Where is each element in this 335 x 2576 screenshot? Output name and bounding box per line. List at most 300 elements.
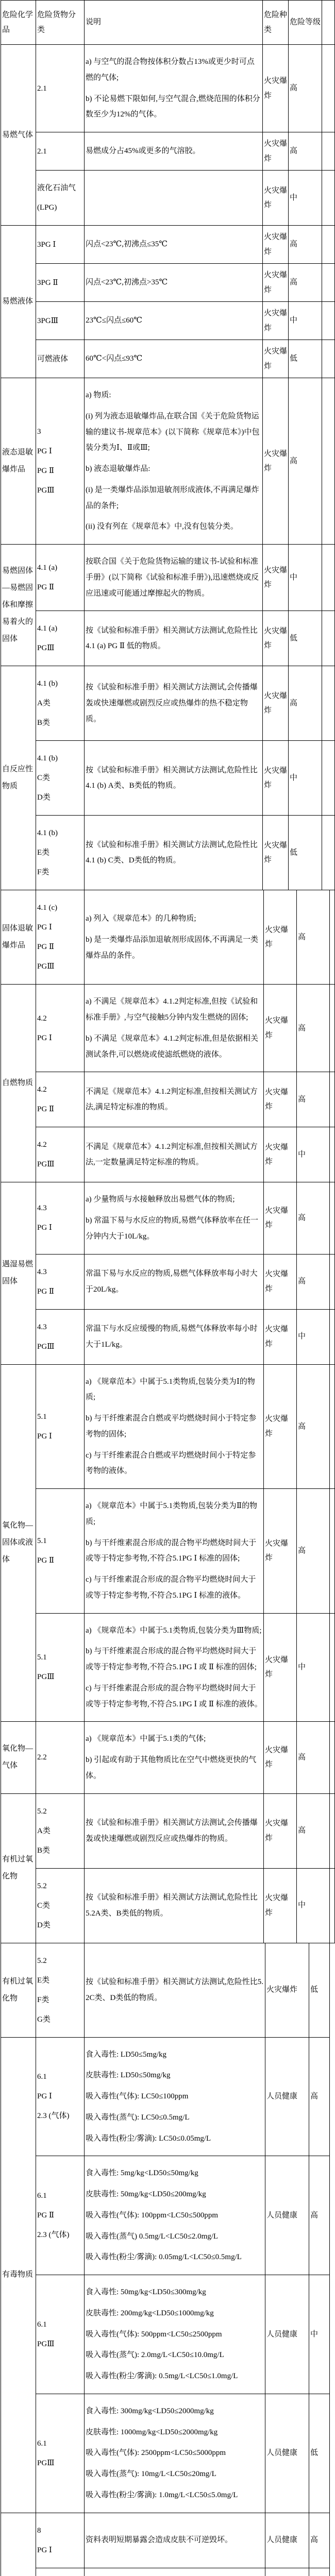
hazard-level-text: 高: [298, 1274, 328, 1289]
table-row: [1, 45, 335, 132]
hazard-type-text: 火灾爆炸: [265, 923, 295, 952]
classification-line: PG Ⅱ: [37, 465, 83, 477]
description-paragraph: 23℃≤闪点≤60℃: [86, 313, 261, 329]
cell-hazard-level: [309, 2275, 330, 2394]
cell-category: 易燃液体: [1, 226, 36, 378]
cell-classification: [36, 1364, 85, 1489]
description-paragraph: (i) 是一类爆炸品添加退敏剂形成液体,不再满足爆炸品的条件;: [86, 482, 261, 514]
description-paragraph: 按《试验和标准手册》相关测试方法测试,会传播爆轰或快速爆燃或剧烈反应或热爆炸的物质。: [86, 1815, 262, 1847]
cell-hazard-type: [264, 1489, 297, 1614]
cell-description: [85, 45, 263, 132]
cell-hazard-type: [263, 611, 289, 666]
hazard-level-text: 中: [290, 313, 321, 328]
cell-classification: [36, 2513, 85, 2568]
cell-description: [85, 1127, 264, 1182]
classification-line: PG Ⅰ: [37, 921, 83, 934]
classification-line: 液化石油气: [37, 182, 83, 194]
cell-classification: [36, 2037, 85, 2156]
classification-line: 4.2: [37, 1012, 83, 1025]
description-paragraph: 60℃<闪点≤93℃: [86, 351, 261, 367]
cell-classification: [36, 2275, 85, 2394]
description-paragraph: 皮肤毒性: 200mg/kg<LD50≤1000mg/kg: [86, 2306, 264, 2321]
table-row: [1, 741, 335, 816]
cell-hazard-level: [297, 890, 330, 985]
hazard-type-text: 火灾爆炸: [264, 838, 287, 868]
cell-classification: [36, 1072, 85, 1127]
hazard-type-text: 火灾爆炸: [265, 1013, 295, 1043]
hazard-type-text: 火灾爆炸: [265, 1412, 295, 1441]
cell-description: [85, 2275, 265, 2394]
cell-classification: [36, 132, 85, 171]
hazard-level-text: 低: [290, 845, 321, 860]
hazard-level-text: 高: [290, 275, 321, 290]
table-row: [1, 985, 335, 1072]
classification-line: PG Ⅰ: [37, 1032, 83, 1044]
header-description: 说明: [85, 1, 263, 45]
classification-line: 可燃液体: [37, 353, 83, 365]
cell-hazard-type: [263, 340, 289, 378]
hazard-level-text: 高: [290, 696, 321, 711]
cell-description: [85, 171, 263, 226]
description-paragraph: b) 与干纤维素混合形成的混合物平均燃烧时间大于或等于特定参考物,不符合5.1PG Ⅰ 标准的固体;: [86, 1535, 262, 1567]
table-row: [1, 611, 335, 666]
empty-cell: [322, 545, 335, 611]
cell-classification: [36, 378, 85, 545]
table-row: [1, 302, 335, 340]
cell-category: 固体退敏爆炸品: [1, 890, 36, 985]
hazard-level-text: 高: [298, 1092, 328, 1107]
cell-category: 自反应性物质: [1, 666, 36, 890]
hazard-level-text: 高: [298, 1750, 328, 1765]
description-paragraph: 按《试验和标准手册》相关测试方法测试,危险性比5.2C类、D类低的物质。: [86, 1974, 264, 2006]
hazard-type-text: 火灾爆炸: [264, 344, 287, 374]
hazard-type-text: 火灾爆炸: [264, 624, 287, 653]
cell-hazard-type: [263, 816, 289, 890]
classification-line: PGⅢ: [37, 484, 83, 497]
cell-category: 易燃固体—易燃固体和摩擦易着火的固体: [1, 545, 36, 666]
hazard-level-text: 高: [298, 1823, 328, 1838]
classification-line: 5.1: [37, 1535, 83, 1547]
hazard-level-text: 高: [298, 1419, 328, 1434]
cell-hazard-type: [264, 1309, 297, 1364]
cell-description: [85, 611, 263, 666]
classification-line: PGⅢ: [37, 2338, 83, 2350]
empty-cell: [322, 171, 335, 226]
cell-category: 液态退敏爆炸品: [1, 378, 36, 545]
cell-hazard-type: [263, 666, 289, 741]
classification-line: A类: [37, 1825, 83, 1837]
cell-hazard-type: [264, 1254, 297, 1309]
hazard-level-text: 中: [298, 1147, 328, 1162]
empty-cell: [330, 890, 335, 985]
table-row: [1, 666, 335, 741]
empty-cell: [330, 985, 335, 1072]
cell-hazard-type: [265, 2156, 309, 2275]
classification-line: PGⅢ: [37, 1671, 83, 1683]
description-paragraph: (i) 列为液态退敏爆炸品,在联合国《关于危险货物运输的建议书-规章范本》(以下简称《规章范本》)中包装分类为Ⅰ、Ⅱ或Ⅲ;: [86, 409, 261, 456]
classification-line: 3PG Ⅱ: [37, 277, 83, 289]
table-row: [1, 816, 335, 890]
description-paragraph: 吸入毒性(蒸气): LC50≤0.5mg/L: [86, 2110, 264, 2126]
cell-description: [85, 1182, 264, 1254]
classification-line: 4.1 (a): [37, 622, 83, 635]
cell-hazard-level: [289, 378, 322, 545]
description-paragraph: 皮肤毒性: 50mg/kg<LD50≤200mg/kg: [86, 2187, 264, 2202]
empty-cell: [322, 264, 335, 302]
cell-classification: [36, 1309, 85, 1364]
table-row: [1, 1943, 330, 2037]
classification-line: PGⅢ: [37, 960, 83, 973]
classification-line: C类: [37, 1900, 83, 1912]
table-row: [1, 1868, 335, 1943]
table-row: [1, 1182, 335, 1254]
classification-line: C类: [37, 772, 83, 784]
hazard-type-text: 火灾爆炸: [265, 1743, 295, 1772]
cell-classification: [36, 171, 85, 226]
cell-description: [85, 2156, 265, 2275]
hazard-level-text: 高: [290, 454, 321, 469]
description-paragraph: 食入毒性: 5mg/kg<LD50≤50mg/kg: [86, 2165, 264, 2181]
cell-hazard-type: [265, 2568, 309, 2576]
description-paragraph: 吸入毒性(粉尘/雾滴): 0.5mg/L<LC50≤1.0mg/L: [86, 2368, 264, 2384]
classification-line: 4.3: [37, 1321, 83, 1333]
classification-line: F类: [37, 866, 83, 878]
cell-hazard-level: [289, 545, 322, 611]
description-paragraph: b) 引起或有助于其他物质比在空气中燃烧更快的气体。: [86, 1752, 262, 1784]
classification-line: 4.1 (c): [37, 902, 83, 914]
table-header: [1, 1, 335, 45]
classification-line: 5.2: [37, 1805, 83, 1818]
hazard-type-text: 火灾爆炸: [265, 1536, 295, 1566]
empty-cell: [330, 1127, 335, 1182]
classification-line: PG Ⅱ: [37, 1103, 83, 1115]
hazard-level-text: 高: [310, 2089, 328, 2104]
table-row: [1, 2568, 330, 2576]
cell-hazard-level: [297, 1489, 330, 1614]
description-paragraph: 吸入毒性(粉尘/雾滴): 1.0mg/L<LC50≤5.0mg/L: [86, 2487, 264, 2503]
cell-description: [85, 226, 263, 264]
classification-line: 4.3: [37, 1266, 83, 1278]
cell-hazard-level: [297, 1254, 330, 1309]
table-row: [1, 378, 335, 545]
cell-classification: [36, 666, 85, 741]
empty-cell: [322, 378, 335, 545]
cell-hazard-type: [263, 264, 289, 302]
header-hazard-type: 危险种类: [263, 1, 289, 45]
description-paragraph: c) 与干纤维素混合自燃或平均燃烧时间小于特定参考物的液体。: [86, 1448, 262, 1480]
classification-line: PGⅢ: [37, 642, 83, 654]
cell-description: [85, 666, 263, 741]
cell-category: [1, 2513, 36, 2576]
cell-hazard-level: [297, 1182, 330, 1254]
cell-hazard-level: [297, 1127, 330, 1182]
classification-line: 5.1: [37, 1411, 83, 1423]
cell-classification: [36, 890, 85, 985]
hazard-type-text: 人员健康: [266, 2208, 308, 2223]
hazard-type-text: 火灾爆炸: [265, 1267, 295, 1296]
description-paragraph: b) 常温下易与水反应的物质,易燃气体释放率在任一分钟内大于10L/kg。: [86, 1213, 262, 1245]
cell-description: [85, 2513, 265, 2568]
classification-line: 4.3: [37, 1202, 83, 1214]
cell-hazard-type: [265, 2037, 309, 2156]
cell-hazard-type: [264, 890, 297, 985]
classification-line: D类: [37, 1919, 83, 1931]
cell-hazard-type: [265, 1943, 309, 2037]
hazard-level-text: 高: [298, 930, 328, 945]
cell-description: [85, 741, 263, 816]
cell-description: [85, 2394, 265, 2513]
classification-line: 4.2: [37, 1139, 83, 1151]
cell-description: [85, 890, 264, 985]
hazard-table-section-c: [1, 1943, 330, 2576]
table-row: [1, 1793, 335, 1868]
empty-cell: [322, 816, 335, 890]
classification-line: PG Ⅰ: [37, 2090, 83, 2103]
cell-hazard-level: [289, 302, 322, 340]
description-paragraph: 吸入毒性(粉尘/雾滴): LC50≤0.05mg/L: [86, 2131, 264, 2147]
cell-classification: [36, 611, 85, 666]
hazard-level-text: 中: [298, 1660, 328, 1675]
hazard-type-text: 火灾爆炸: [264, 689, 287, 718]
classification-line: 4.1 (a): [37, 562, 83, 574]
cell-description: [85, 340, 263, 378]
cell-description: [85, 302, 263, 340]
hazard-level-text: 低: [310, 2446, 328, 2461]
hazard-level-text: 高: [298, 1544, 328, 1558]
cell-hazard-type: [264, 1364, 297, 1489]
description-paragraph: c) 与干纤维素混合形成的混合物平均燃烧时间大于或等于特定参考物,不符合5.1PG Ⅰ 或 Ⅱ 标准的液体。: [86, 1681, 262, 1713]
empty-cell: [322, 340, 335, 378]
cell-category: 易燃气体: [1, 45, 36, 226]
table-row: [1, 171, 335, 226]
cell-classification: [36, 1722, 85, 1793]
cell-hazard-level: [309, 2568, 330, 2576]
classification-line: PGⅢ: [37, 1158, 83, 1171]
cell-description: [85, 1613, 264, 1722]
table-row: [1, 1309, 335, 1364]
classification-line: 5.1: [37, 1651, 83, 1664]
classification-line: PG Ⅰ: [37, 1222, 83, 1234]
cell-classification: [36, 1613, 85, 1722]
hazard-type-text: 火灾爆炸: [264, 764, 287, 793]
cell-hazard-level: [297, 1364, 330, 1489]
cell-hazard-level: [309, 2513, 330, 2568]
cell-hazard-level: [297, 1072, 330, 1127]
classification-line: PG Ⅱ: [37, 941, 83, 953]
hazard-level-text: 中: [290, 191, 321, 206]
description-paragraph: 吸入毒性(气体): 500ppm<LC50≤2500ppm: [86, 2327, 264, 2343]
cell-classification: [36, 985, 85, 1072]
table-row: [1, 1722, 335, 1793]
table-row: [1, 1127, 335, 1182]
cell-hazard-type: [263, 132, 289, 171]
hazard-level-text: 低: [290, 631, 321, 646]
table-row: [1, 1254, 335, 1309]
cell-hazard-level: [289, 816, 322, 890]
description-paragraph: a) 少量物质与水接触释放出易燃气体的物质;: [86, 1192, 262, 1208]
classification-line: 8: [37, 2524, 83, 2537]
cell-hazard-level: [297, 1868, 330, 1943]
hazard-type-text: 人员健康: [266, 2089, 308, 2104]
hazard-type-text: 火灾爆炸: [265, 1653, 295, 1682]
description-paragraph: 闪点<23℃,初沸点>35℃: [86, 275, 261, 291]
table-row: [1, 226, 335, 264]
description-paragraph: 按《试验和标准手册》相关测试方法测试,危险性比4.1 (b) C类、D类低的物质。: [86, 837, 261, 869]
cell-description: [85, 2037, 265, 2156]
description-paragraph: 吸入毒性(气体): 100ppm<LC50≤500ppm: [86, 2208, 264, 2224]
classification-line: D类: [37, 791, 83, 804]
empty-cell: [330, 1364, 335, 1489]
description-paragraph: a) 《规章范本》中属于5.1类物质,包装分类为Ⅱ的物质;: [86, 1498, 262, 1530]
cell-hazard-level: [297, 1793, 330, 1868]
cell-category: 有毒物质: [1, 2037, 36, 2513]
description-paragraph: b) 与干纤维素混合形成的混合物平均燃烧时间大于或等于特定参考物,不符合5.1PG Ⅰ 或 Ⅱ 标准的固体;: [86, 1643, 262, 1675]
hazard-level-text: 高: [290, 144, 321, 159]
cell-classification: [36, 545, 85, 611]
classification-line: 5.2: [37, 1880, 83, 1892]
hazard-type-text: 火灾爆炸: [264, 137, 287, 166]
cell-description: [85, 1793, 264, 1868]
cell-category: 氧化物—气体: [1, 1722, 36, 1793]
cell-description: [85, 1309, 264, 1364]
cell-hazard-level: [309, 1943, 330, 2037]
hazard-level-text: 中: [298, 1329, 328, 1344]
cell-description: [85, 1868, 264, 1943]
cell-category: 自燃物质: [1, 985, 36, 1182]
classification-line: G类: [37, 2013, 83, 2026]
cell-hazard-level: [289, 741, 322, 816]
hazard-type-text: 火灾爆炸: [266, 1982, 308, 1997]
cell-hazard-type: [263, 171, 289, 226]
description-paragraph: b) 不论易燃下限如何,与空气混合,燃烧范围的体积分数至少为12%的气体。: [86, 91, 261, 123]
cell-description: [85, 264, 263, 302]
empty-cell: [330, 1072, 335, 1127]
description-paragraph: 吸入毒性(气体): 2500ppm<LC50≤5000ppm: [86, 2445, 264, 2461]
cell-hazard-type: [264, 1072, 297, 1127]
empty-cell: [330, 1793, 335, 1868]
header-empty-cell: [322, 1, 335, 45]
classification-line: PGⅢ: [37, 1341, 83, 1353]
cell-description: [85, 816, 263, 890]
cell-description: [85, 1072, 264, 1127]
classification-line: B类: [37, 1844, 83, 1857]
description-paragraph: 按《试验和标准手册》相关测试方法测试,危险性比4.1 (b) A类、B类低的物质。: [86, 762, 261, 794]
classification-line: 6.1: [37, 2190, 83, 2202]
hazard-level-text: 高: [298, 1021, 328, 1036]
hazard-table-section-b: [1, 890, 335, 1943]
classification-line: 2.1: [37, 82, 83, 95]
cell-hazard-type: [265, 2513, 309, 2568]
cell-hazard-level: [289, 264, 322, 302]
empty-cell: [322, 611, 335, 666]
classification-line: 6.1: [37, 2437, 83, 2450]
cell-classification: [36, 2156, 85, 2275]
cell-classification: [36, 302, 85, 340]
table-row: [1, 2394, 330, 2513]
description-paragraph: (ii) 没有列在《规章范本》中,没有包装分类。: [86, 519, 261, 535]
cell-hazard-type: [264, 1127, 297, 1182]
header-product: 危险化学品: [1, 1, 36, 45]
cell-classification: [36, 340, 85, 378]
classification-line: 3: [37, 426, 83, 438]
cell-hazard-type: [263, 302, 289, 340]
classification-line: 6.1: [37, 2071, 83, 2083]
cell-hazard-type: [264, 1868, 297, 1943]
cell-hazard-type: [265, 2275, 309, 2394]
table-row: [1, 2275, 330, 2394]
hazard-type-text: 火灾爆炸: [264, 74, 287, 103]
empty-cell: [330, 1489, 335, 1614]
cell-classification: [36, 1127, 85, 1182]
classification-line: E类: [37, 846, 83, 859]
hazard-type-text: 火灾爆炸: [264, 183, 287, 213]
table-row: [1, 1364, 335, 1489]
description-paragraph: a) 列入《规章范本》的几种物质;: [86, 911, 262, 927]
cell-hazard-type: [264, 985, 297, 1072]
cell-classification: [36, 1793, 85, 1868]
empty-cell: [330, 1868, 335, 1943]
cell-classification: [36, 816, 85, 890]
cell-category: 遇湿易燃固体: [1, 1182, 36, 1364]
cell-hazard-level: [289, 611, 322, 666]
cell-classification: [36, 1182, 85, 1254]
classification-line: 3PG Ⅰ: [37, 239, 83, 251]
cell-classification: [36, 1868, 85, 1943]
empty-cell: [330, 1309, 335, 1364]
classification-line: 2.3 (气体): [37, 2229, 83, 2241]
classification-line: 2.3 (气体): [37, 2110, 83, 2122]
hazard-level-text: 高: [290, 81, 321, 96]
hazard-type-text: 火灾爆炸: [264, 230, 287, 259]
hazard-level-text: 高: [298, 1211, 328, 1226]
classification-line: (LPG): [37, 201, 83, 214]
empty-cell: [322, 45, 335, 132]
cell-description: [85, 2568, 265, 2576]
classification-line: PG Ⅰ: [37, 2544, 83, 2556]
empty-cell: [330, 1254, 335, 1309]
description-paragraph: b) 不满足《规章范本》4.1.2判定标准,但是依据相关测试条件,可以燃烧或使滤纸燃烧的液体。: [86, 1031, 262, 1063]
classification-line: PG Ⅱ: [37, 1554, 83, 1567]
classification-line: PGⅢ: [37, 2457, 83, 2469]
description-paragraph: 常温下易与水反应的物质,易燃气体释放率每小时大于20L/kg。: [86, 1266, 262, 1298]
description-paragraph: a) 物质:: [86, 387, 261, 403]
cell-hazard-level: [309, 2037, 330, 2156]
description-paragraph: b) 是一类爆炸品添加退敏剂形成固体,不再满足一类爆炸品的条件。: [86, 932, 262, 964]
cell-classification: [36, 741, 85, 816]
classification-line: PG Ⅰ: [37, 1430, 83, 1443]
cell-classification: [36, 1489, 85, 1614]
empty-cell: [322, 132, 335, 171]
cell-description: [85, 378, 263, 545]
description-paragraph: 按《试验和标准手册》相关测试方法测试,会传播爆轰或快速爆燃或剧烈反应或热爆炸的热不稳定物质。: [86, 680, 261, 727]
cell-description: [85, 132, 263, 171]
cell-hazard-level: [309, 2156, 330, 2275]
cell-hazard-level: [289, 226, 322, 264]
classification-line: 2.2: [37, 1751, 83, 1764]
cell-description: [85, 1722, 264, 1793]
description-paragraph: 食入毒性: LD50≤5mg/kg: [86, 2047, 264, 2063]
hazard-type-text: 火灾爆炸: [265, 1140, 295, 1170]
cell-classification: [36, 2394, 85, 2513]
empty-cell: [322, 666, 335, 741]
header-row: [1, 1, 335, 45]
cell-hazard-type: [263, 45, 289, 132]
description-paragraph: 吸入毒性(蒸气) 0.5mg/L<LC50≤2.0mg/L: [86, 2229, 264, 2245]
hazard-type-text: 火灾爆炸: [265, 1322, 295, 1351]
table-row: [1, 890, 335, 985]
cell-hazard-type: [264, 1793, 297, 1868]
table-row: [1, 1613, 335, 1722]
